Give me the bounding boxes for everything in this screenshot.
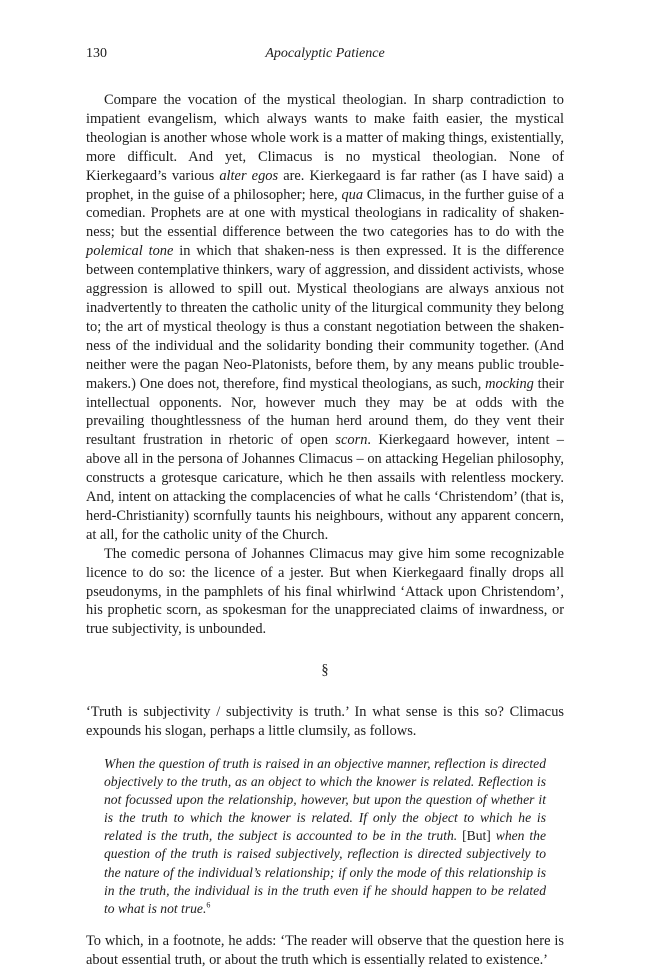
paragraph-mystical-theologian: Compare the vocation of the mystical theologian. In sharp contradiction to impatient evangelism, which always wants to make faith easier, the mystical theologian is another whose whole work is a matter of making things, existentially, more difficult. And yet, Climacus is no mystical theologian. None of Kierkegaard’s various alter egos are. Kierkegaard is far rather (as I have said) a prophet, in the guise of a philosopher; here, qua Climacus, in the further guise of a comedian. Prophets are at one with mystical theologians in radicality of shaken-ness; but the essential difference between the two categories has to do with the polemical tone in which that shaken-ness is then expressed. It is the difference between contemplative thinkers, wary of aggression, and dissident activists, whose aggression is allowed to spill out. Mystical theologians are always anxious not inadvertently to threaten the catholic unity of the liturgical community they belong to; the art of mystical theology is thus a constant negotiation between the shaken-ness of the individual and the solidarity bonding their community together. (And neither were the pagan Neo-Platonists, before them, by any means public trouble-makers.) One does not, therefore, find mystical theologians, as such, mocking their intellectual opponents. Nor, however much they may be at odds with the prevailing thoughtlessness of the human herd around them, do they vent their resultant frustration in rhetoric of open scorn. Kierkegaard however, intent – above all in the persona of Johannes Climacus – on attacking Hegelian philosophy, constructs a grotesque caricature, which he then assails with relentless mockery. And, intent on attacking the complacencies of what he calls ‘Christendom’ (that is, herd-Christianity) scornfully taunts his neighbours, without any apparent concern, at all, for the catholic unity of the Church. <box>86 92 564 543</box>
emphasis-scorn: scorn <box>335 432 368 449</box>
running-title: Apocalyptic Patience <box>265 46 385 61</box>
footnote-marker: 6 <box>206 900 211 910</box>
paragraph-comedic-persona: The comedic persona of Johannes Climacus may give him some recognizable licence to do so: the licence of a jester. But when Kierkegaard finally drops all pseudonyms, in the pamphlets of his final whirlwind ‘Attack upon Christendom’, his prophetic scorn, as spokesman for the unappreciated claims of inwardness, or true subjectivity, is unbounded. <box>86 545 564 638</box>
paragraph-footnote-addition: To which, in a footnote, he adds: ‘The reader will observe that the question here is about essential truth, or about the truth which is essentially related to existence.’ <box>86 932 564 968</box>
block-quotation: When the question of truth is raised in an objective manner, reflection is directed objectively to the truth, as an object to which the knower is related. Reflection is not focussed upon the relationship, however, but upon the question of whether it is the truth to which the knower is related. If only the object to which he is related is the truth, the subject is accounted to be in the truth. [But] when the question of the truth is raised subjectively, reflection is directed subjectively to the nature of the individual’s relationship; if only the mode of this relationship is in the truth, the individual is in the truth even if he should happen to be related to what is not true.$^6$ <box>104 756 546 916</box>
emphasis-qua: qua <box>341 186 364 203</box>
section-break-mark: § <box>321 662 329 679</box>
paragraph-truth-is-subjectivity: ‘Truth is subjectivity / subjectivity is truth.’ In what sense is this so? Climacus expounds his slogan, perhaps a little clumsily, as follows. <box>86 704 564 740</box>
emphasis-polemical-tone: polemical tone <box>86 243 174 260</box>
emphasis-alter-egos: alter egos <box>219 167 279 184</box>
page-number: 130 <box>86 46 107 61</box>
emphasis-mocking: mocking <box>485 375 534 392</box>
body-text <box>86 91 564 970</box>
